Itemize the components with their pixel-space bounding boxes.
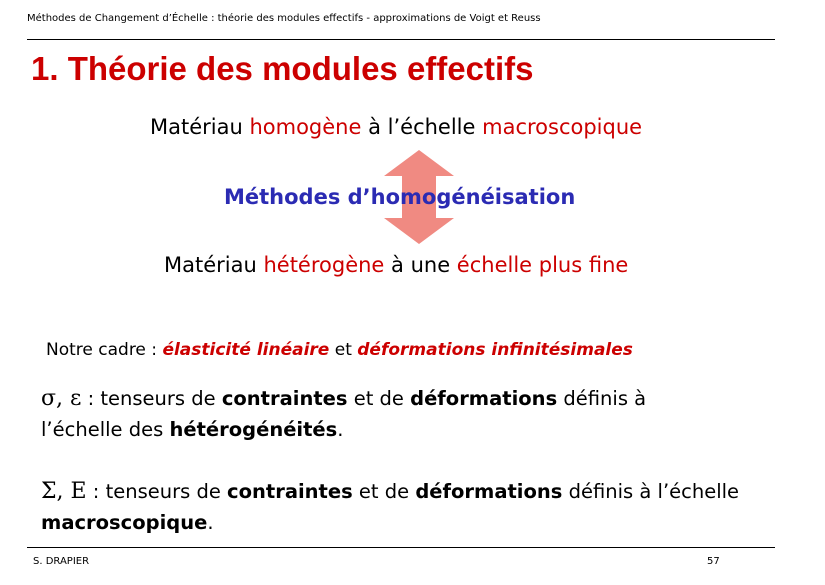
macro-text-4: .	[207, 511, 214, 534]
micro-line-text-1: Matériau	[164, 253, 264, 277]
header-divider	[27, 39, 775, 40]
micro-text-4: .	[337, 418, 344, 441]
footer-author: S. DRAPIER	[33, 556, 90, 567]
macro-tensor-symbols: Σ, Ε	[41, 479, 87, 504]
macro-text-1: : tenseurs de	[86, 480, 228, 503]
micro-tensor-symbols: σ, ε	[41, 386, 82, 411]
micro-text-2: et de	[347, 387, 411, 410]
micro-bold-2: déformations	[410, 387, 558, 410]
framework-line	[46, 340, 633, 360]
micro-line-highlight-1: hétérogène	[263, 253, 385, 277]
micro-tensors-paragraph	[41, 383, 721, 445]
framework-prefix: Notre cadre :	[46, 340, 163, 360]
methods-label: Méthodes d’homogénéisation	[224, 185, 576, 209]
macro-tensors-paragraph	[41, 476, 811, 538]
macro-line-highlight-1: homogène	[249, 115, 362, 139]
micro-line-highlight-2: échelle plus fine	[456, 253, 629, 277]
macro-line-text-2: à l’échelle	[361, 115, 483, 139]
framework-term-2: déformations infinitésimales	[357, 340, 633, 360]
framework-connector: et	[329, 340, 358, 360]
micro-bold-3: hétérogénéités	[169, 418, 338, 441]
macro-text-2: et de	[352, 480, 416, 503]
macro-text-3: définis à l’échelle	[562, 480, 740, 503]
macro-line	[150, 115, 642, 139]
micro-line	[164, 253, 628, 277]
footer-divider	[27, 547, 775, 548]
page-number: 57	[707, 556, 720, 567]
micro-bold-1: contraintes	[221, 387, 348, 410]
macro-line-highlight-2: macroscopique	[482, 115, 643, 139]
macro-line-text-1: Matériau	[150, 115, 250, 139]
micro-text-1: : tenseurs de	[81, 387, 222, 410]
framework-term-1: élasticité linéaire	[162, 340, 330, 360]
micro-text-3: définis à l’échelle des	[41, 387, 647, 441]
macro-bold-3: macroscopique	[41, 511, 208, 534]
header-text: Méthodes de Changement d’Échelle : théorie des modules effectifs - approximations de Voigt et Reuss	[27, 13, 541, 24]
macro-bold-2: déformations	[415, 480, 563, 503]
slide-title: 1. Théorie des modules effectifs	[31, 50, 534, 87]
micro-line-text-2: à une	[384, 253, 457, 277]
macro-bold-1: contraintes	[227, 480, 353, 503]
